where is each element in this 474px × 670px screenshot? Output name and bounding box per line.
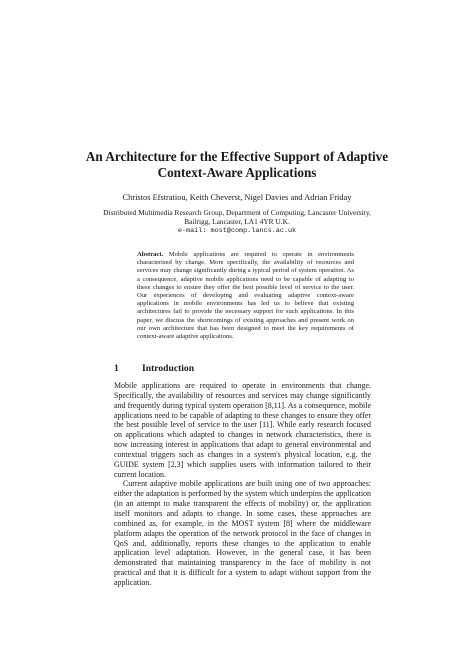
title-line-1: An Architecture for the Effective Support of Adaptive (85, 149, 389, 164)
abstract (137, 251, 354, 341)
contact-email: e-mail: most@comp.lancs.ac.uk (177, 226, 297, 235)
section-heading (114, 363, 194, 375)
abstract-text: Mobile applications are required to operate in environments characterised by change. More specifically, the availability of resources and services may change significantly during a typical period of system operation. As a consequence, adaptive mobile applications need to be capable of adapting to these changes to ensure they offer the best possible level of service to the user. Our experiences of developing and evaluating adaptive context-aware applications in mobile environments has led us to believe that existing architectures fail to provide the necessary support for such applications. In this paper, we discuss the shortcomings of existing approaches and present work on our own architecture that has been designed to meet the key requirements of context-aware adaptive applications. (137, 251, 354, 341)
body-paragraph-1: Mobile applications are required to operate in environments that change. Specifically, the availability of resources and services may change significantly and frequently during typical system operation [8,11]. As a consequence, mobile applications need to be capable of adapting to these changes to ensure they offer the best possible level of service to the user [11]. While early research focused on applications which adapted to changes in network characteristics, there is now increasing interest in applications that adapt to general environmental and contextual triggers such as changes in a system's physical location, e.g. the GUIDE system [2,3] which supplies users with information tailored to their current location. (114, 381, 371, 479)
introduction-body (114, 381, 371, 588)
section-title: Introduction (142, 363, 195, 374)
title-line-2: Context-Aware Applications (157, 165, 317, 180)
affiliation-line-2: Bailrigg, Lancaster, LA1 4YR U.K. (184, 216, 290, 226)
section-number: 1 (114, 363, 119, 374)
abstract-label: Abstract. (137, 251, 164, 258)
affiliation-block (60, 209, 414, 235)
paper-title (60, 149, 414, 181)
affiliation-line-1: Distributed Multimedia Research Group, Department of Computing, Lancaster University, (103, 208, 371, 217)
author-list: Christos Efstratiou, Keith Cheverst, Nigel Davies and Adrian Friday (122, 193, 352, 202)
body-paragraph-2: Current adaptive mobile applications are built using one of two approaches: either the adaptation is performed by the system which underpins the application (in an attempt to make transparent the effects of mobility) or, the application itself monitors and adapts to change. In some cases, these approaches are combined as, for example, in the MOST system [8] where the middleware platform adapts the operation of the network protocol in the face of changes in QoS and, additionally, reports these changes to the application to enable application level adaptation. However, in the general case, it has been demonstrated that maintaining transparency in the face of mobility is not practical and that it is difficult for a system to adapt without support from the application. (114, 479, 371, 587)
